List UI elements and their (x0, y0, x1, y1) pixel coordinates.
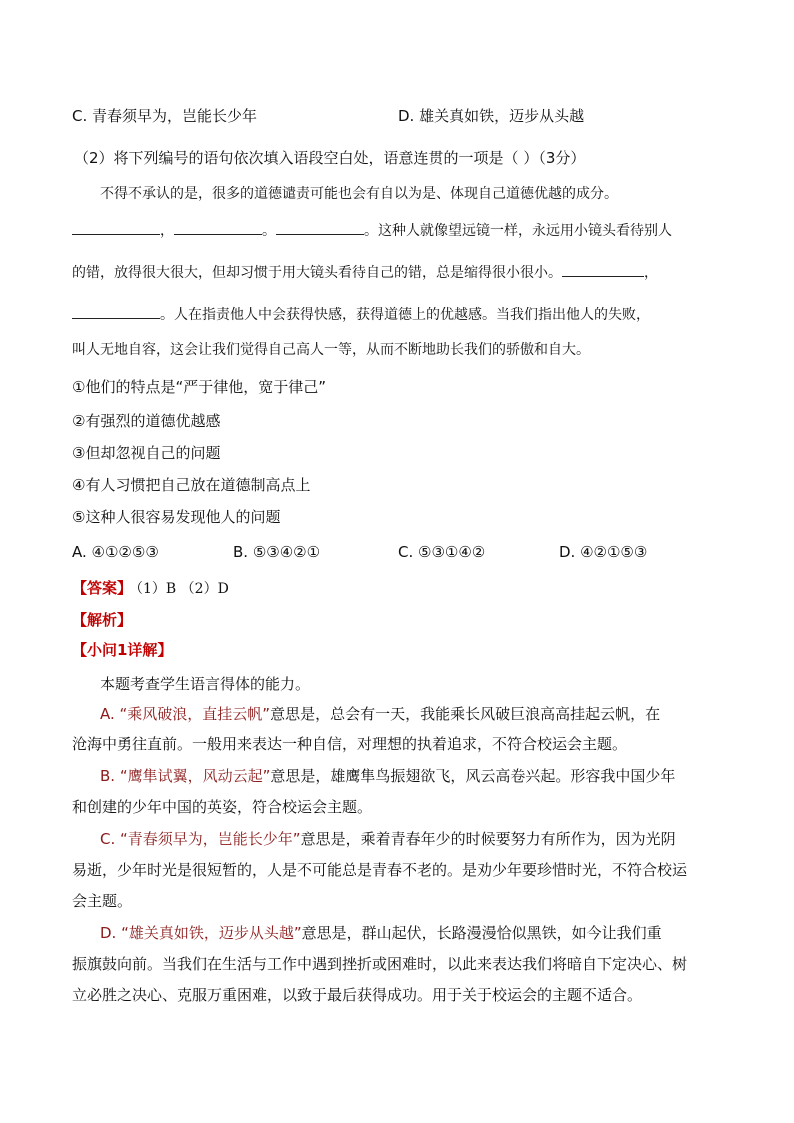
choice-d: D. ④②①⑤③ (559, 543, 648, 561)
choice-c: C. ⑤③①④② (398, 543, 486, 561)
passage-line-3 (72, 262, 658, 283)
analysis-a-line-1 (100, 704, 660, 724)
passage-line-2 (72, 220, 672, 241)
choice-a: A. ④①②⑤③ (72, 543, 159, 561)
answer-line (72, 578, 229, 599)
analysis-c-line-2: 易逝，少年时光是很短暂的，人是不可能总是青春不老的。是劝少年要珍惜时光，不符合校运 (72, 861, 688, 879)
analysis-intro: 本题考查学生语言得体的能力。 (100, 675, 311, 693)
passage-text: 。人在指责他人中会获得快感，获得道德上的优越感。当我们指出他人的失败， (160, 307, 650, 323)
analysis-b-line-1 (100, 766, 675, 786)
sub-question-label: 【小问1详解】 (72, 641, 173, 659)
answer-label: 【答案】 (72, 579, 133, 597)
answer-text: （1）B （2）D (136, 581, 229, 597)
passage-text: 的错，放得很大很大，但却习惯于用大镜头看待自己的错，总是缩得很小很小。 (72, 265, 562, 281)
option-a-head: A. “乘风破浪，直挂云帆” (100, 705, 271, 723)
item-1: ①他们的特点是“严于律他，宽于律己” (72, 378, 326, 396)
option-d-line: D. 雄关真如铁，迈步从头越 (398, 107, 585, 125)
analysis-c-line-3: 会主题。 (72, 892, 133, 910)
analysis-c-line-1 (100, 829, 676, 849)
fill-blank-5[interactable] (72, 304, 160, 319)
analysis-text: 意思是，总会有一天，我能乘长风破巨浪高高挂起云帆，在 (270, 705, 661, 723)
fill-blank-1[interactable] (72, 220, 160, 235)
option-c-line: C. 青春须早为，岂能长少年 (72, 107, 258, 125)
separator: 。 (262, 223, 276, 239)
choice-b: B. ⑤③④②① (233, 543, 321, 561)
passage-line-1: 不得不承认的是，很多的道德谴责可能也会有自以为是、体现自己道德优越的成分。 (100, 186, 618, 202)
item-2: ②有强烈的道德优越感 (72, 412, 221, 430)
question-2-stem: （2）将下列编号的语句依次填入语段空白处，语意连贯的一项是（ ）（3分） (74, 149, 586, 167)
passage-line-5: 叫人无地自容，这会让我们觉得自己高人一等，从而不断地助长我们的骄傲和自大。 (72, 342, 590, 358)
analysis-label: 【解析】 (72, 611, 133, 629)
item-5: ⑤这种人很容易发现他人的问题 (72, 508, 281, 526)
analysis-d-line-2: 振旗鼓向前。当我们在生活与工作中遇到挫折或困难时，以此来表达我们将暗自下定决心、树 (72, 955, 688, 973)
fill-blank-3[interactable] (276, 220, 364, 235)
analysis-a-line-2: 沧海中勇往直前。一般用来表达一种自信，对理想的执着追求，不符合校运会主题。 (72, 735, 628, 753)
option-d-head: D. “雄关真如铁，迈步从头越” (100, 924, 302, 942)
fill-blank-2[interactable] (174, 220, 262, 235)
analysis-text: 意思是，乘着青春年少的时候要努力有所作为，因为光阴 (300, 830, 676, 848)
item-3: ③但却忽视自己的问题 (72, 444, 221, 462)
analysis-text: 意思是，群山起伏，长路漫漫恰似黑铁，如今让我们重 (301, 924, 662, 942)
item-4: ④有人习惯把自己放在道德制高点上 (72, 476, 311, 494)
analysis-b-line-2: 和创建的少年中国的英姿，符合校运会主题。 (72, 798, 373, 816)
analysis-text: 意思是，雄鹰隼鸟振翅欲飞，风云高卷兴起。形容我中国少年 (270, 767, 676, 785)
passage-line-4 (72, 304, 650, 325)
option-c-head: C. “青春须早为，岂能长少年” (100, 830, 301, 848)
fill-blank-4[interactable] (562, 262, 644, 277)
option-b-head: B. “鹰隼试翼，风动云起” (100, 767, 271, 785)
analysis-d-line-3: 立必胜之决心、克服万重困难，以致于最后获得成功。用于关于校运会的主题不适合。 (72, 986, 643, 1004)
analysis-d-line-1 (100, 923, 662, 943)
separator: ， (160, 223, 174, 239)
separator: ， (644, 265, 658, 281)
passage-text: 。这种人就像望远镜一样，永远用小镜头看待别人 (364, 223, 672, 239)
